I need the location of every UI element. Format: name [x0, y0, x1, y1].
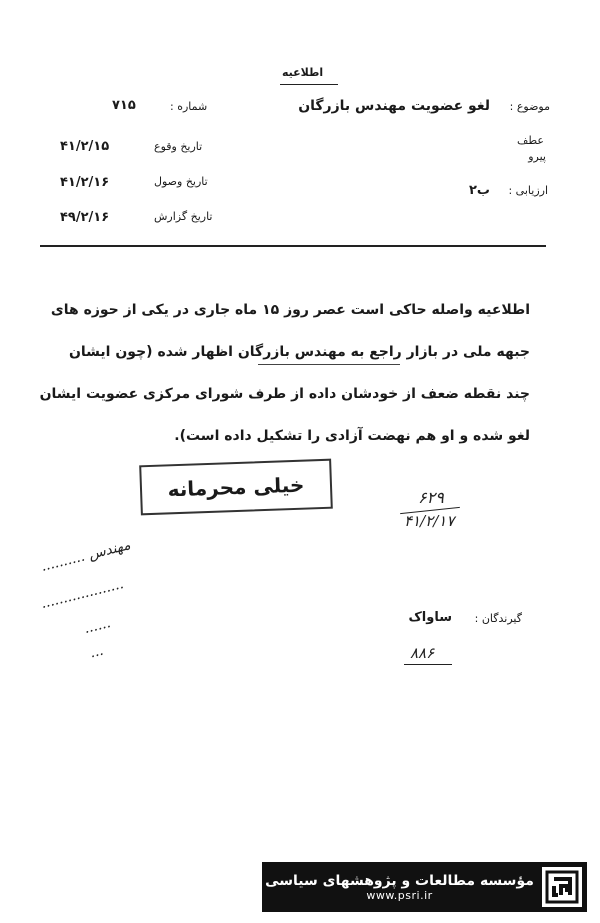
- receive-date-value: ۴۱/۲/۱۶: [60, 175, 110, 190]
- report-date-value: ۴۹/۲/۱۶: [60, 210, 110, 225]
- recipients-label: گیرندگان :: [474, 612, 522, 625]
- handwritten-note-line-1: مهندس ..........: [39, 537, 133, 575]
- footer-branding: [262, 862, 587, 912]
- recipients-value: ساواک: [408, 610, 452, 625]
- institute-url[interactable]: www.psri.ir: [366, 888, 433, 902]
- evaluation-label: ارزیابی :: [508, 184, 548, 197]
- confidential-stamp: خیلی محرمانه: [139, 459, 333, 516]
- subject-label: موضوع :: [509, 100, 550, 113]
- report-date-label: تاریخ گزارش: [154, 210, 213, 223]
- subject-value: لغو عضویت مهندس بازرگان: [298, 98, 490, 114]
- document-title: اطلاعیه: [282, 66, 324, 79]
- reference-label: عطف: [517, 134, 544, 147]
- handwritten-note-line-2: ...................: [39, 576, 126, 612]
- handwritten-note-line-4: ...: [88, 642, 106, 662]
- event-date-value: ۴۱/۲/۱۵: [60, 139, 110, 154]
- institute-logo-icon: [542, 867, 582, 907]
- title-underline: [280, 84, 338, 85]
- handwritten-ref-date: ۴۱/۲/۱۷: [404, 512, 455, 530]
- recipients-code: ۸۸۶: [410, 644, 435, 662]
- handwritten-ref-number: ۶۲۹: [418, 488, 444, 507]
- body-line-3: چند نقطه ضعف از خودشان داده از طرف شورای مرکزی عضویت ایشان: [39, 386, 530, 402]
- institute-name: مؤسسه مطالعات و پژوهشهای سیاسی: [265, 872, 534, 889]
- followup-label: پیرو: [528, 150, 546, 163]
- body-line-4: لغو شده و او هم نهضت آزادی را تشکیل داده است).: [174, 428, 530, 444]
- body-line-2: جبهه ملی در بازار راجع به مهندس بازرگان اظهار شده (چون ایشان: [68, 344, 530, 360]
- body-line-1: اطلاعیه واصله حاکی است عصر روز ۱۵ ماه جاری در یکی از حوزه های: [50, 302, 530, 318]
- logo-glyph: [545, 870, 579, 904]
- number-value: ۷۱۵: [112, 98, 136, 113]
- number-label: شماره :: [170, 100, 208, 113]
- recipients-code-underline: [404, 664, 452, 665]
- receive-date-label: تاریخ وصول: [154, 175, 208, 188]
- handwritten-note-line-3: ......: [82, 615, 113, 637]
- footer-text: [262, 862, 537, 912]
- header-divider: [40, 245, 546, 247]
- evaluation-value: ب۲: [468, 183, 490, 198]
- handwritten-underline: [258, 364, 400, 365]
- event-date-label: تاریخ وقوع: [154, 140, 203, 153]
